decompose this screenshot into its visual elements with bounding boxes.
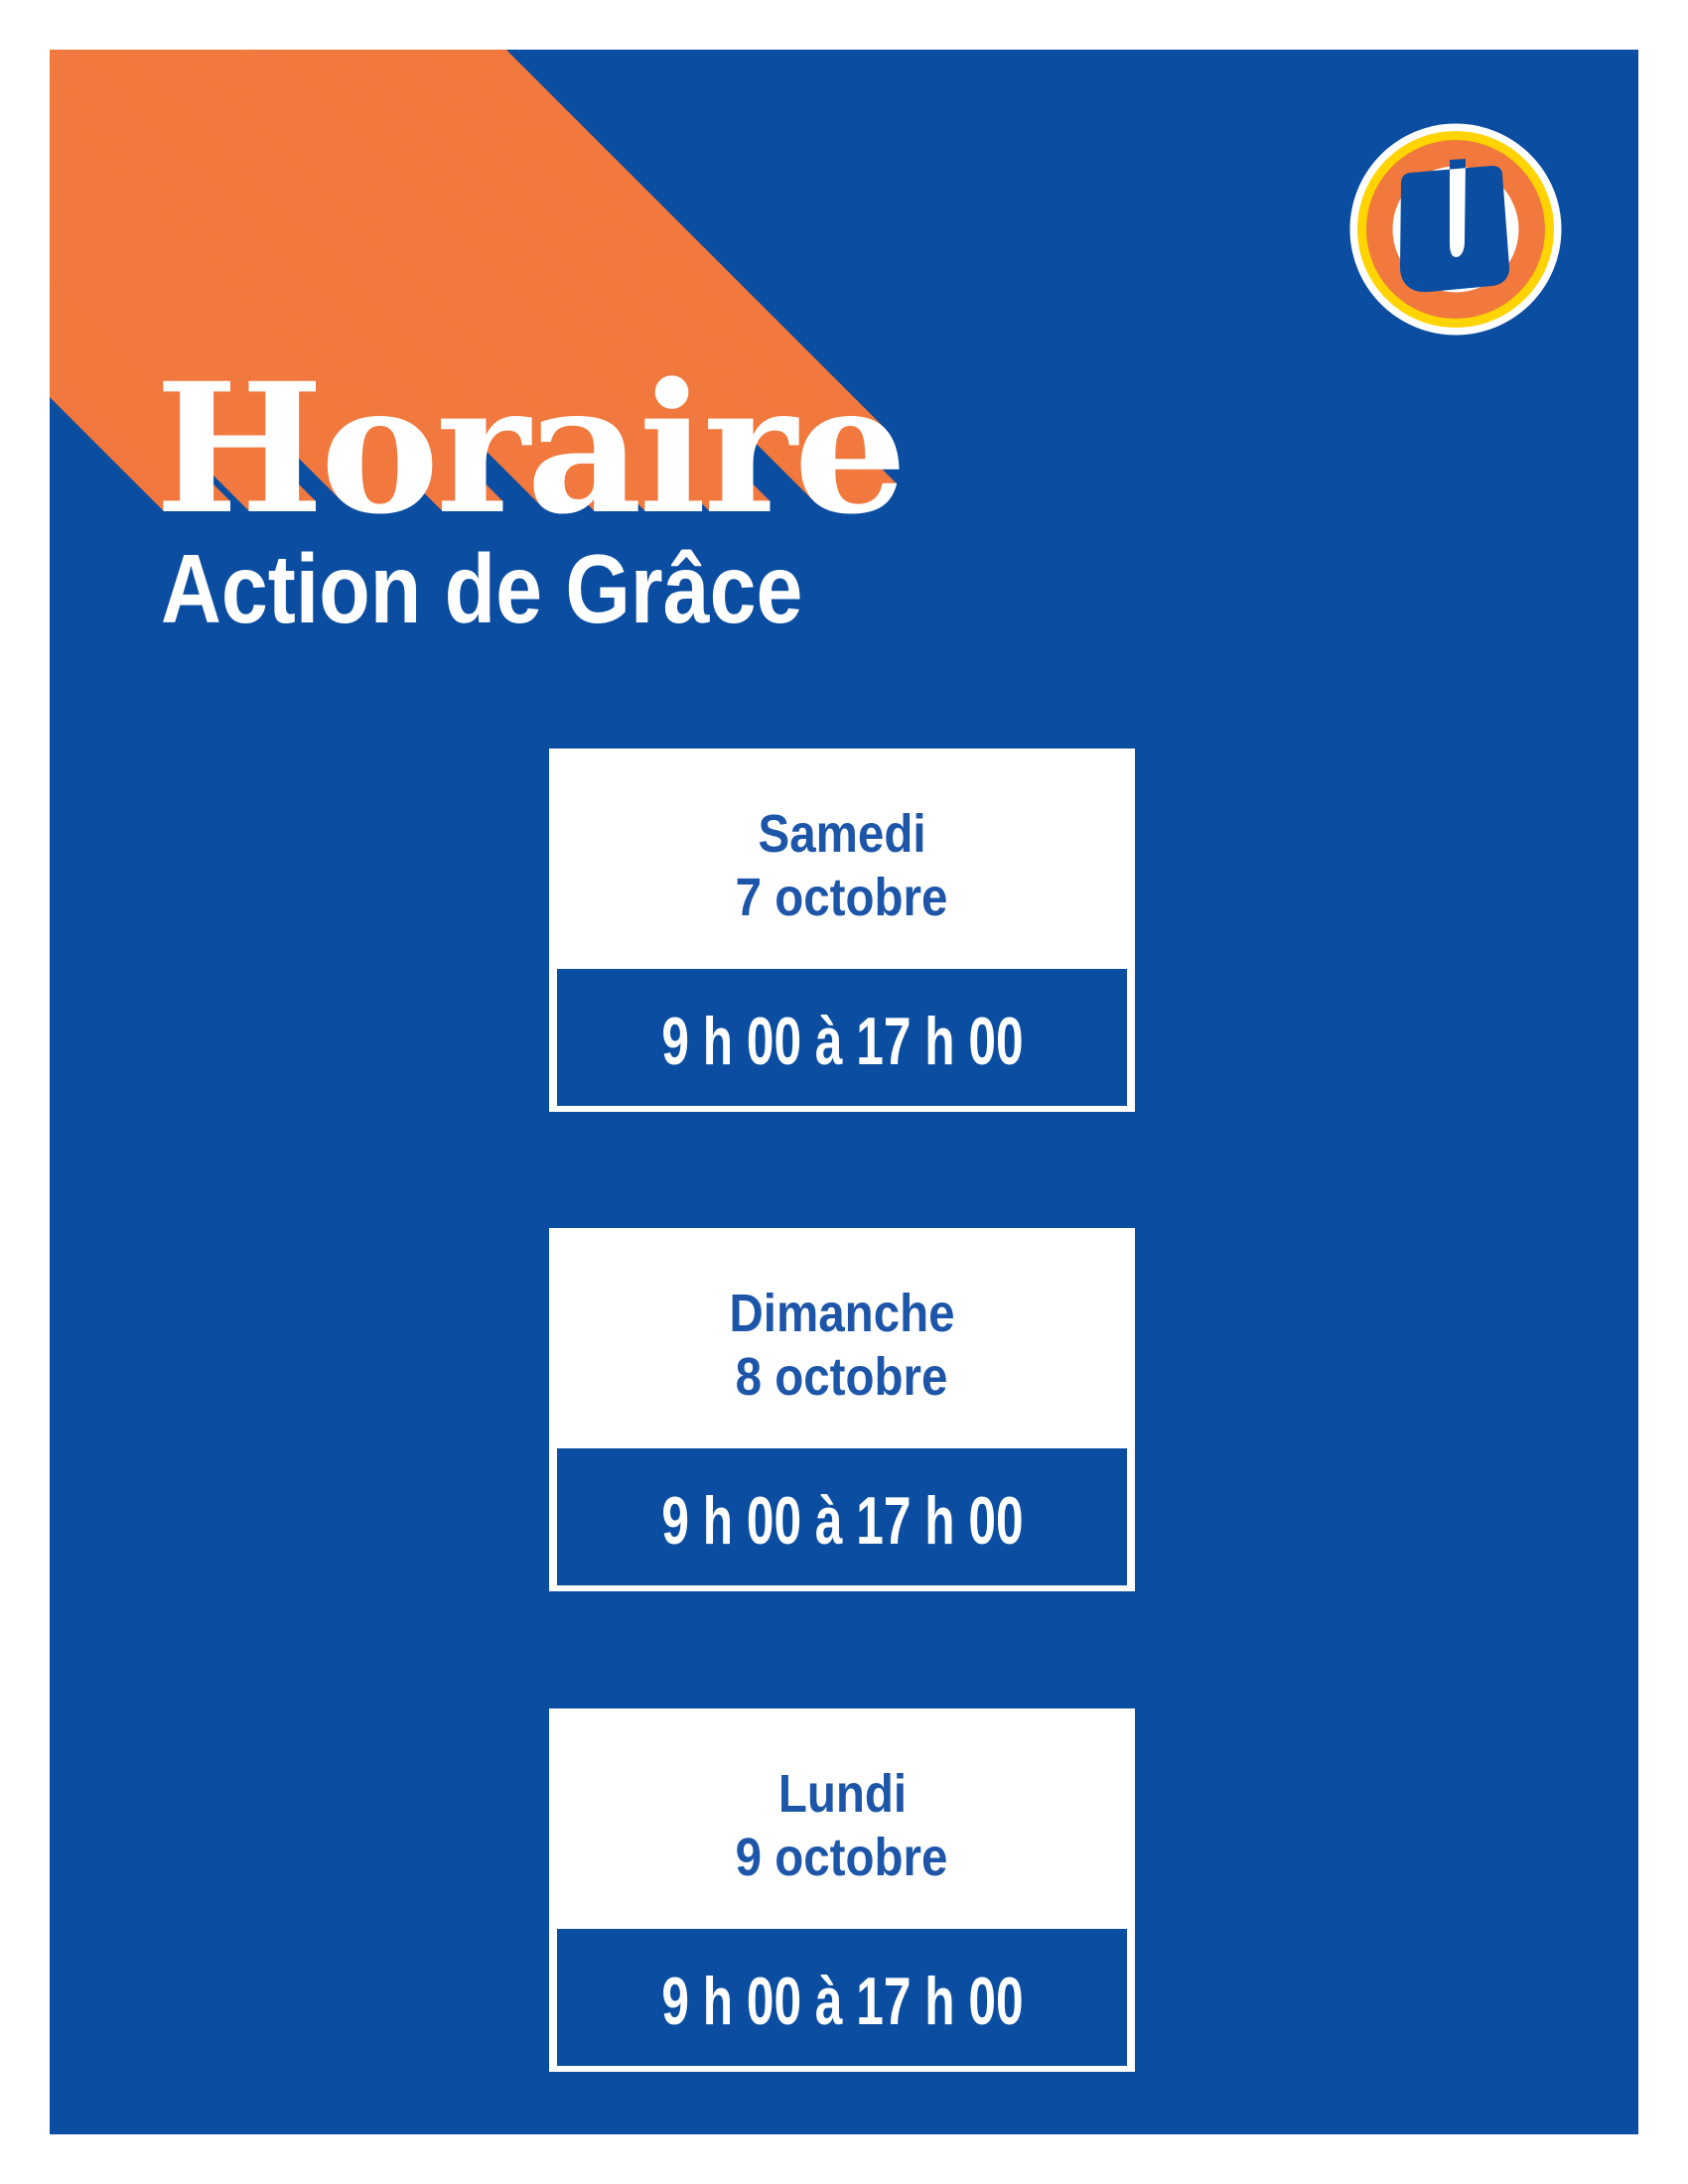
schedule-card-hours-section [557, 1448, 1127, 1585]
day-label: Dimanche [729, 1284, 955, 1343]
schedule-card [549, 749, 1135, 1112]
hours-label: 9 h 00 à 17 h 00 [660, 1964, 1024, 2039]
schedule-card-day-section [549, 1708, 1135, 1929]
day-label: Samedi [758, 804, 926, 864]
poster-subtitle-text: Action de Grâce [161, 534, 803, 643]
schedule-card-day-section [549, 749, 1135, 969]
schedule-card-hours-section [557, 969, 1127, 1106]
date-label: 8 octobre [736, 1347, 948, 1407]
hours-label: 9 h 00 à 17 h 00 [660, 1004, 1024, 1079]
date-label: 7 octobre [736, 868, 948, 927]
hours-label: 9 h 00 à 17 h 00 [660, 1483, 1024, 1559]
uniprix-u-logo-icon [1346, 120, 1565, 339]
poster-title: Horaire [155, 344, 905, 554]
schedule-card [549, 1228, 1135, 1591]
poster-subtitle [161, 534, 908, 643]
schedule-card [549, 1708, 1135, 2072]
poster-canvas [50, 50, 1638, 2134]
schedule-card-hours-section [557, 1929, 1127, 2066]
schedule-card-day-section [549, 1228, 1135, 1448]
date-label: 9 octobre [736, 1828, 948, 1887]
day-label: Lundi [777, 1764, 907, 1824]
